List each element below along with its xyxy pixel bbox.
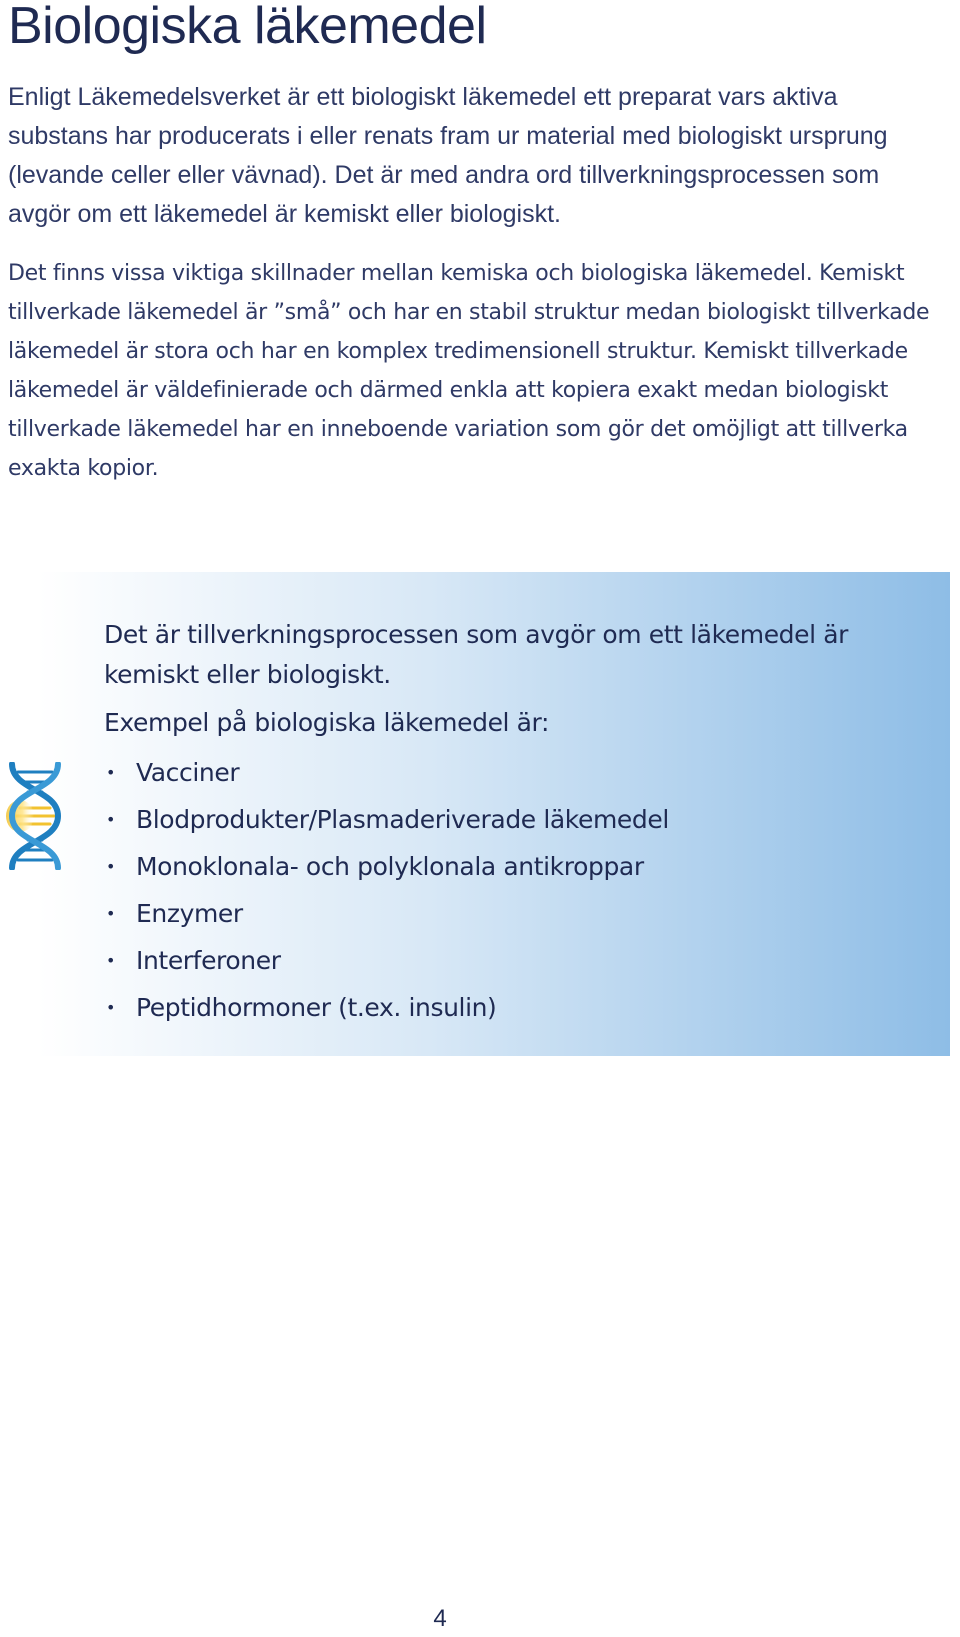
list-item-label: Enzymer [136, 899, 243, 928]
bullet-icon: • [106, 857, 116, 876]
page-number: 4 [433, 1605, 447, 1632]
list-item [104, 890, 944, 937]
list-item [104, 843, 944, 890]
bullet-icon: • [106, 810, 116, 829]
bullet-icon: • [106, 951, 116, 970]
list-item-label: Vacciner [136, 758, 240, 787]
bullet-icon: • [106, 904, 116, 923]
list-item [104, 984, 944, 1031]
bullet-icon: • [106, 998, 116, 1017]
body-paragraph: Det finns vissa viktiga skillnader mellan kemiska och biologiska läkemedel. Kemiskt tillverkade läkemedel är ”små” och har en stabil struktur medan biologiskt tillverkade läkemedel är stora och har en komplex tredimensionell struktur. Kemiskt tillverkade läkemedel är väldefinierade och därmed enkla att kopiera exakt medan biologiskt tillverkade läkemedel har en inneboende variation som gör det omöjligt att tillverka exakta kopior. [8, 261, 930, 481]
list-item-label: Monoklonala- och polyklonala antikroppar [136, 852, 644, 881]
list-item [104, 796, 944, 843]
page-title: Biologiska läkemedel [8, 0, 487, 55]
list-item-label: Blodprodukter/Plasmaderiverade läkemedel [136, 805, 669, 834]
info-box-content [104, 615, 944, 1031]
list-item-label: Interferoner [136, 946, 281, 975]
list-item [104, 937, 944, 984]
examples-list [104, 749, 944, 1031]
intro-paragraph: Enligt Läkemedelsverket är ett biologiskt läkemedel ett preparat vars aktiva substans har producerats i eller renats fram ur material med biologiskt ursprung (levande celler eller vävnad). Det är med andra ord tillverkningsprocessen som avgör om ett läkemedel är kemiskt eller biologiskt. [8, 83, 888, 228]
bullet-icon: • [106, 763, 116, 782]
dna-icon [4, 762, 66, 870]
info-box-lead: Det är tillverkningsprocessen som avgör om ett läkemedel är kemiskt eller biologiskt. [104, 620, 849, 689]
list-item-label: Peptidhormoner (t.ex. insulin) [136, 993, 497, 1022]
info-box-subhead: Exempel på biologiska läkemedel är: [104, 708, 550, 737]
list-item [104, 749, 944, 796]
